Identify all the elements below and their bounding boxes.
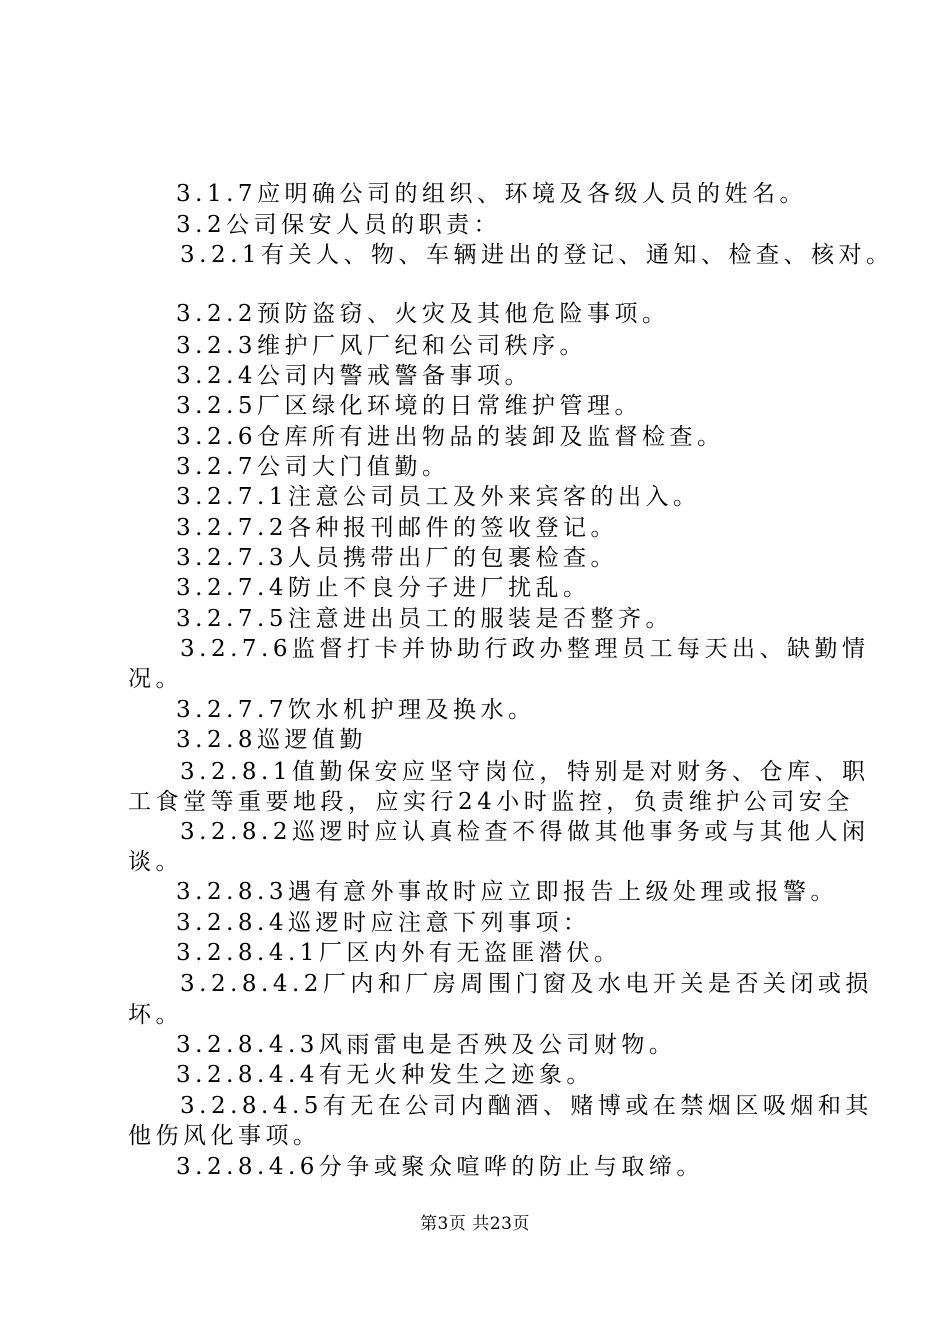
text-line: 3.2.7.7饮水机护理及换水。: [176, 697, 536, 723]
text-line: 3.2.7.4防止不良分子进厂扰乱。: [176, 575, 591, 601]
text-line: 谈。: [128, 849, 183, 875]
text-line: 3.2.8巡逻值勤: [176, 727, 368, 753]
text-line: 3.2.8.3遇有意外事故时应立即报告上级处理或报警。: [176, 879, 838, 905]
text-line: 3.2.1有关人、物、车辆进出的登记、通知、检查、核对。: [180, 242, 894, 268]
text-line: 3.2.7.2各种报刊邮件的签收登记。: [176, 515, 618, 541]
text-line: 3.2.5厂区绿化环境的日常维护管理。: [176, 393, 643, 419]
text-line: 3.2.7.3人员携带出厂的包裹检查。: [176, 545, 618, 571]
text-line: 况。: [128, 666, 183, 692]
text-line: 3.2.6仓库所有进出物品的装卸及监督检查。: [176, 424, 725, 450]
text-line: 3.2公司保安人员的职责：: [176, 212, 502, 238]
text-line: 3.2.8.4.3风雨雷电是否殃及公司财物。: [176, 1032, 677, 1058]
text-line: 3.2.8.4巡逻时应注意下列事项：: [176, 910, 591, 936]
text-line: 3.2.8.2巡逻时应认真检查不得做其他事务或与其他人闲: [180, 819, 870, 845]
text-line: 3.2.4公司内警戒警备事项。: [176, 363, 533, 389]
text-line: 工食堂等重要地段，应实行24小时监控，负责维护公司安全: [128, 789, 854, 815]
text-line: 3.2.7.5注意进出员工的服装是否整齐。: [176, 606, 673, 632]
text-line: 坏。: [128, 1002, 183, 1028]
text-line: 3.2.7.1注意公司员工及外来宾客的出入。: [176, 484, 701, 510]
page-number-footer: 第3页 共23页: [420, 1214, 530, 1234]
text-line: 3.2.3维护厂风厂纪和公司秩序。: [176, 333, 588, 359]
text-line: 3.2.8.4.2厂内和厂房周围门窗及水电开关是否关闭或损: [180, 971, 873, 997]
text-line: 3.2.8.1值勤保安应坚守岗位，特别是对财务、仓库、职: [180, 759, 870, 785]
text-line: 3.2.8.4.4有无火种发生之迹象。: [176, 1062, 594, 1088]
text-line: 3.2.7.6监督打卡并协助行政办整理员工每天出、缺勤情: [180, 636, 870, 662]
text-line: 3.2.8.4.6分争或聚众喧哗的防止与取缔。: [176, 1154, 704, 1180]
text-line: 他伤风化事项。: [128, 1123, 321, 1149]
text-line: 3.2.8.4.5有无在公司内酗酒、赌博或在禁烟区吸烟和其: [180, 1093, 873, 1119]
text-line: 3.2.8.4.1厂区内外有无盗匪潜伏。: [176, 940, 622, 966]
text-line: 3.1.7应明确公司的组织、环境及各级人员的姓名。: [176, 181, 808, 207]
text-line: 3.2.7公司大门值勤。: [176, 454, 450, 480]
text-line: 3.2.2预防盗窃、火灾及其他危险事项。: [176, 301, 670, 327]
